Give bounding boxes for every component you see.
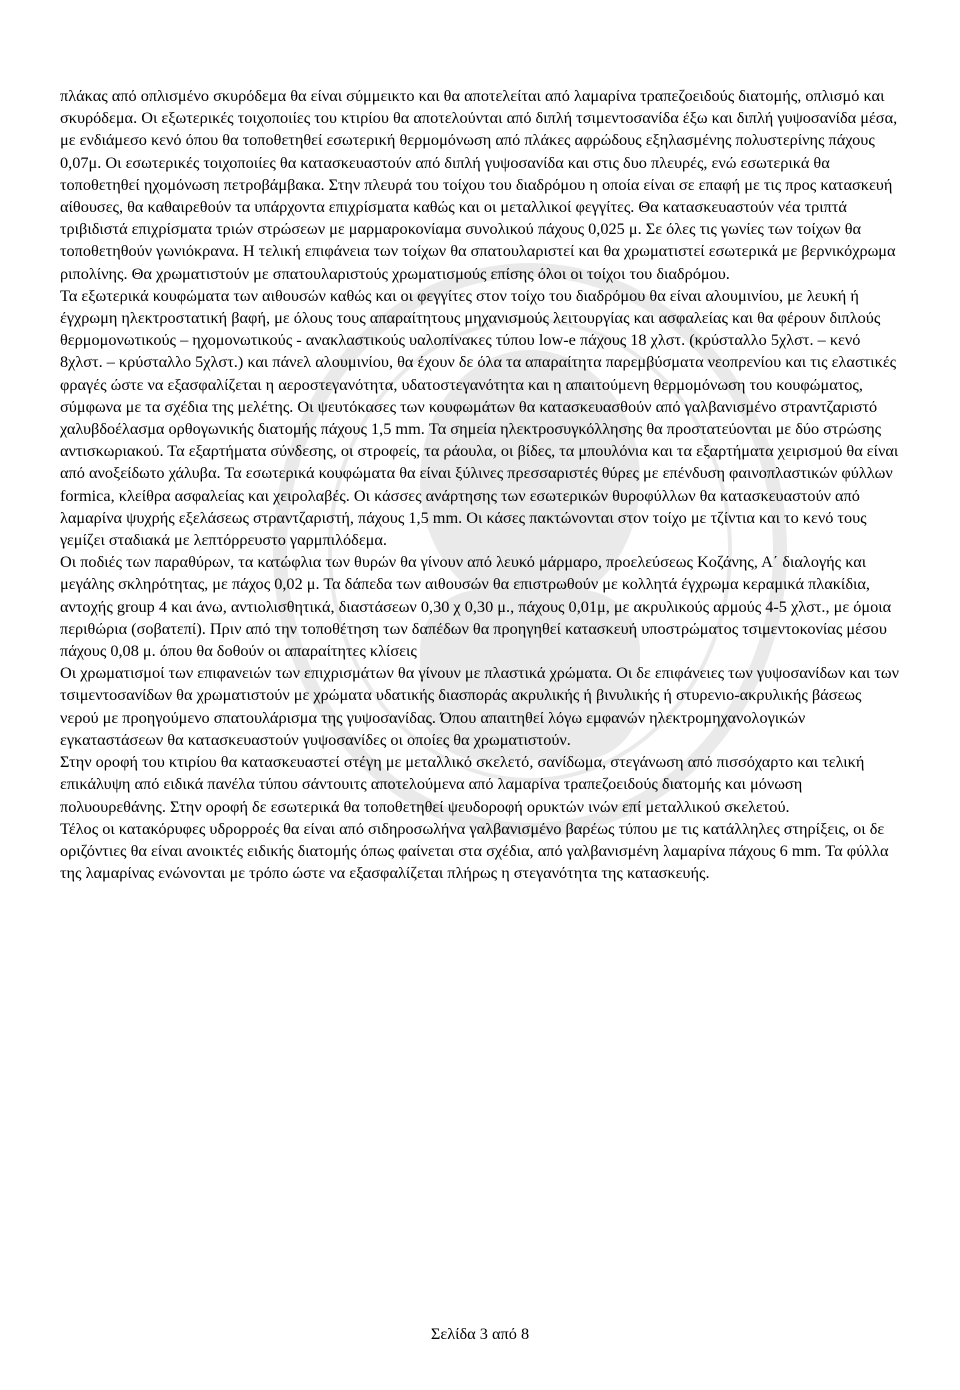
- paragraph: Στην οροφή του κτιρίου θα κατασκευαστεί στέγη με μεταλλικό σκελετό, σανίδωμα, στεγάνωση από πισσόχαρτο και τελική επικάλυψη από ειδικά πανέλα τύπου σάντουιτς αποτελούμενα από λαμαρίνα τραπεζοειδούς διατομής και μόνωση πολυουρεθάνης. Στην οροφή δε εσωτερικά θα τοποθετηθεί ψευδοροφή ορυκτών ινών επί μεταλλικού σκελετού.: [60, 752, 865, 816]
- paragraph: Οι ποδιές των παραθύρων, τα κατώφλια των θυρών θα γίνουν από λευκό μάρμαρο, προελεύσεως Κοζάνης, Α΄ διαλογής και μεγάλης σκληρότητας, με πάχος 0,02 μ. Τα δάπεδα των αιθουσών θα επιστρωθούν με κολλητά έγχρωμα κεραμικά πλακίδια, αντοχής group 4 και άνω, αντιολισθητικά, διαστάσεων 0,30 χ 0,30 μ., πάχους 0,01μ, με ακρυλικούς αρμούς 4-5 χλστ., με όμοια περιθώρια (σοβατεπί). Πριν από την τοποθέτηση των δαπέδων θα προηγηθεί κατασκευή υποστρώματος τσιμεντοκονίας μέσου πάχους 0,08 μ. όπου θα δοθούν οι απαραίτητες κλίσεις: [60, 552, 892, 661]
- paragraph: Οι χρωματισμοί των επιφανειών των επιχρισμάτων θα γίνουν με πλαστικά χρώματα. Οι δε επιφάνειες των γυψοσανίδων και των τσιμεντοσανίδων θα χρωματιστούν με χρώματα υδατικής διασποράς ακρυλικής ή βινυλικής ή στυρενιο-ακρυλικής βάσεως νερού με προηγούμενο σπατουλάρισμα της γυψοσανίδας. Όπου απαιτηθεί λόγω εμφανών ηλεκτρομηχανολογικών εγκαταστάσεων θα κατασκευαστούν γυψοσανίδες οι οποίες θα χρωματιστούν.: [60, 663, 899, 749]
- paragraph: Τέλος οι κατακόρυφες υδρορροές θα είναι από σιδηροσωλήνα γαλβανισμένο βαρέως τύπου με τις κατάλληλες στηρίξεις, οι δε οριζόντιες θα είναι ανοικτές ειδικής διατομής όπως φαίνεται στα σχέδια, από γαλβανισμένη λαμαρίνα πάχους 6 mm. Τα φύλλα της λαμαρίνας ενώνονται με τρόπο ώστε να εξασφαλίζεται πλήρως η στεγανότητα της κατασκευής.: [60, 818, 889, 883]
- page-number-footer: Σελίδα 3 από 8: [430, 1324, 530, 1343]
- paragraph: πλάκας από οπλισμένο σκυρόδεμα θα είναι σύμμεικτο και θα αποτελείται από λαμαρίνα τραπεζοειδούς διατομής, οπλισμό και σκυρόδεμα. Οι εξωτερικές τοιχοποιίες του κτιρίου θα αποτελούνται από διπλή τσιμεντοσανίδα έξω και διπλή γυψοσανίδα μέσα, με ενδιάμεσο κενό όπου θα τοποθετηθεί εσωτερική θερμομόνωση από πλάκες αφρώδους εξηλασμένης πολυστερίνης πάχους 0,07μ. Οι εσωτερικές τοιχοποιίες θα κατασκευαστούν από διπλή γυψοσανίδα και στις δυο πλευρές, ενώ εσωτερικά θα τοποθετηθεί ηχομόνωση πετροβάμβακα. Στην πλευρά του τοίχου του διαδρόμου η οποία είναι σε επαφή με τις προς κατασκευή αίθουσες, θα καθαιρεθούν τα υπάρχοντα επιχρίσματα καθώς και οι μεταλλικοί φεγγίτες. Θα κατασκευαστούν νέα τριπτά τριβιδιστά επιχρίσματα τριών στρώσεων με μαρμαροκονίαμα συνολικού πάχους 0,025 μ. Σε όλες τις γωνίες των τοίχων θα τοποθετηθούν γωνιόκρανα. Η τελική επιφάνεια των τοίχων θα σπατουλαριστεί και θα χρωματιστεί εσωτερικά με βερνικόχρωμα ριπολίνης. Θα χρωματιστούν με σπατουλαριστούς χρωματισμούς επίσης όλοι οι τοίχοι του διαδρόμου.: [60, 86, 898, 283]
- paragraph: Τα εξωτερικά κουφώματα των αιθουσών καθώς και οι φεγγίτες στον τοίχο του διαδρόμου θα είναι αλουμινίου, με λευκή ή έγχρωμη ηλεκτροστατική βαφή, με όλους τους απαραίτητους μηχανισμούς λειτουργίας και ασφαλείας και θα φέρουν διπλούς θερμομονωτικούς – ηχομονωτικούς - ανακλαστικούς υαλοπίνακες τύπου low-e πάχους 18 χλστ. (κρύσταλλο 5χλστ. – κενό 8χλστ. – κρύσταλλο 5χλστ.) και πάνελ αλουμινίου, θα έχουν δε όλα τα απαραίτητα παρεμβύσματα νεοπρενίου και τις ελαστικές φραγές ώστε να εξασφαλίζεται η αεροστεγανότητα, υδατοστεγανότητα και η απαιτούμενη θερμομόνωση του κουφώματος, σύμφωνα με τα σχέδια της μελέτης. Οι ψευτόκασες των κουφωμάτων θα κατασκευασθούν από γαλβανισμένο στραντζαριστό χαλυβδοέλασμα ορθογωνικής διατομής πάχους 1,5 mm. Τα σημεία ηλεκτροσυγκόλλησης θα προστατεύονται με δύο στρώσης αντισκωριακού. Τα εξαρτήματα σύνδεσης, οι στροφείς, τα ράουλα, οι βίδες, τα μπουλόνια και τα εξαρτήματα χειρισμού θα είναι από ανοξείδωτο χάλυβα. Τα εσωτερικά κουφώματα θα είναι ξύλινες πρεσσαριστές θύρες με επένδυση φαινοπλαστικών φύλλων formica, κλείθρα ασφαλείας και χειρολαβές. Οι κάσσες ανάρτησης των εσωτερικών θυροφύλλων θα κατασκευαστούν από λαμαρίνα ψυχρής εξελάσεως στραντζαριστή, πάχους 1,5 mm. Οι κάσες πακτώνονται στον τοίχο με τζίντια και το κενό τους γεμίζει σταδιακά με λεπτόρρευστο γαρμπιλόδεμα.: [60, 285, 899, 550]
- body-text: [60, 85, 900, 884]
